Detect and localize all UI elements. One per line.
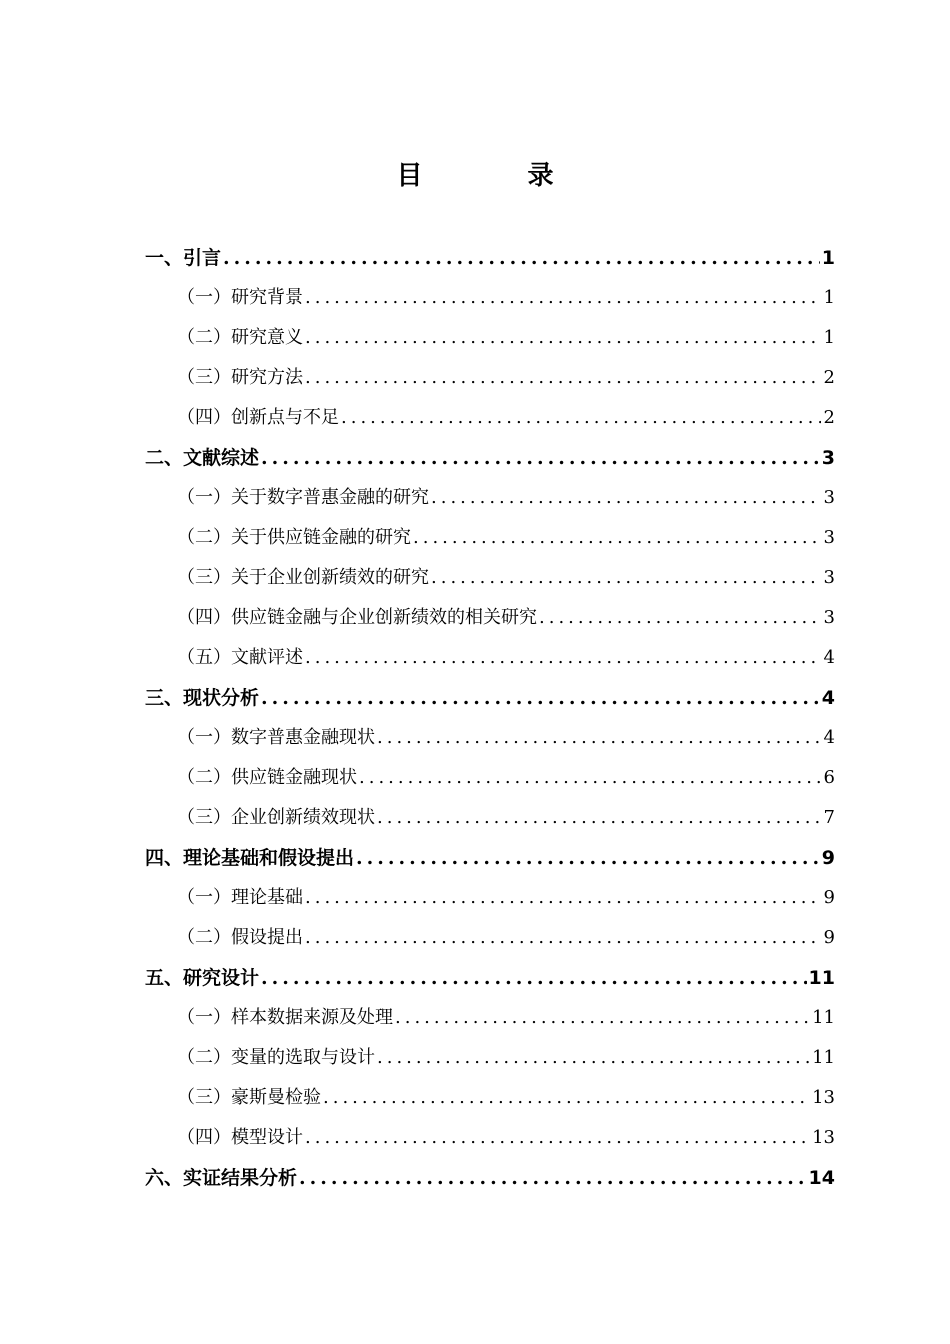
toc-chapter-entry[interactable] <box>145 838 835 878</box>
toc-section-entry[interactable] <box>145 1038 835 1078</box>
toc-entry-label: 一、引言 <box>145 247 222 269</box>
toc-entry-label: （一）样本数据来源及处理 <box>177 1007 393 1028</box>
toc-entry-label: （五）文献评述 <box>177 647 303 668</box>
toc-entry-label: （三）研究方法 <box>177 367 303 388</box>
toc-section-entry[interactable] <box>145 878 835 918</box>
toc-entry-label: （三）关于企业创新绩效的研究 <box>177 567 429 588</box>
toc-dot-leader <box>305 638 821 678</box>
toc-chapter-entry[interactable] <box>145 438 835 478</box>
toc-section-entry[interactable] <box>145 798 835 838</box>
toc-entry-label: （二）假设提出 <box>177 927 303 948</box>
toc-dot-leader <box>261 958 807 998</box>
toc-dot-leader <box>261 678 820 718</box>
toc-entry-label: （四）供应链金融与企业创新绩效的相关研究 <box>177 607 537 628</box>
toc-entry-label: 三、现状分析 <box>145 687 260 709</box>
toc-section-entry[interactable] <box>145 918 835 958</box>
toc-dot-leader <box>305 358 821 398</box>
toc-page-number: 3 <box>823 487 835 508</box>
toc-entry-label: （三）企业创新绩效现状 <box>177 807 375 828</box>
toc-dot-leader <box>359 758 821 798</box>
toc-dot-leader <box>323 1078 810 1118</box>
toc-entry-label: （四）创新点与不足 <box>177 407 339 428</box>
toc-entry-label: （二）研究意义 <box>177 327 303 348</box>
toc-page-number: 1 <box>823 327 835 348</box>
toc-dot-leader <box>377 798 821 838</box>
toc-entry-label: （二）关于供应链金融的研究 <box>177 527 411 548</box>
toc-page-number: 11 <box>812 1047 835 1068</box>
toc-entry-label: 二、文献综述 <box>145 447 260 469</box>
toc-chapter-entry[interactable] <box>145 238 835 278</box>
toc-entry-label: （四）模型设计 <box>177 1127 303 1148</box>
toc-page-number: 11 <box>812 1007 835 1028</box>
toc-page-number: 3 <box>823 567 835 588</box>
toc-dot-leader <box>223 238 820 278</box>
toc-entry-label: 五、研究设计 <box>145 967 260 989</box>
toc-page-number: 7 <box>823 807 835 828</box>
toc-dot-leader <box>305 318 821 358</box>
toc-page-number: 4 <box>823 727 835 748</box>
toc-page-number: 11 <box>808 967 835 989</box>
toc-section-entry[interactable] <box>145 998 835 1038</box>
toc-section-entry[interactable] <box>145 558 835 598</box>
toc-section-entry[interactable] <box>145 758 835 798</box>
toc-chapter-entry[interactable] <box>145 1158 835 1198</box>
toc-section-entry[interactable] <box>145 278 835 318</box>
toc-section-entry[interactable] <box>145 718 835 758</box>
toc-dot-leader <box>299 1158 807 1198</box>
toc-dot-leader <box>261 438 820 478</box>
page-title: 目 录 <box>396 161 602 191</box>
toc-page-number: 9 <box>823 887 835 908</box>
toc-page-number: 2 <box>823 367 835 388</box>
toc-page-number: 3 <box>823 607 835 628</box>
toc-dot-leader <box>377 718 821 758</box>
toc-page-number: 13 <box>812 1127 835 1148</box>
toc-dot-leader <box>305 278 821 318</box>
toc-entry-label: （三）豪斯曼检验 <box>177 1087 321 1108</box>
toc-section-entry[interactable] <box>145 1118 835 1158</box>
toc-dot-leader <box>341 398 821 438</box>
toc-entry-label: 四、理论基础和假设提出 <box>145 847 355 869</box>
toc-section-entry[interactable] <box>145 398 835 438</box>
toc-dot-leader <box>431 558 821 598</box>
toc-section-entry[interactable] <box>145 358 835 398</box>
table-of-contents <box>145 238 835 1198</box>
toc-dot-leader <box>395 998 810 1038</box>
toc-page-number: 4 <box>823 647 835 668</box>
toc-page-number: 3 <box>823 527 835 548</box>
toc-dot-leader <box>305 918 821 958</box>
toc-page-number: 3 <box>821 447 835 469</box>
toc-entry-label: 六、实证结果分析 <box>145 1167 298 1189</box>
toc-dot-leader <box>413 518 821 558</box>
toc-section-entry[interactable] <box>145 318 835 358</box>
toc-section-entry[interactable] <box>145 598 835 638</box>
toc-page-number: 4 <box>821 687 835 709</box>
toc-page-number: 6 <box>823 767 835 788</box>
toc-entry-label: （一）研究背景 <box>177 287 303 308</box>
toc-page-number: 1 <box>823 287 835 308</box>
toc-entry-label: （一）理论基础 <box>177 887 303 908</box>
toc-dot-leader <box>377 1038 810 1078</box>
toc-section-entry[interactable] <box>145 478 835 518</box>
toc-section-entry[interactable] <box>145 638 835 678</box>
toc-dot-leader <box>431 478 821 518</box>
toc-dot-leader <box>356 838 820 878</box>
toc-entry-label: （二）变量的选取与设计 <box>177 1047 375 1068</box>
toc-page-number: 13 <box>812 1087 835 1108</box>
toc-entry-label: （二）供应链金融现状 <box>177 767 357 788</box>
toc-section-entry[interactable] <box>145 518 835 558</box>
toc-page-number: 1 <box>821 247 835 269</box>
toc-dot-leader <box>539 598 821 638</box>
toc-page-number: 9 <box>821 847 835 869</box>
toc-page-number: 2 <box>823 407 835 428</box>
toc-section-entry[interactable] <box>145 1078 835 1118</box>
toc-page-number: 14 <box>808 1167 835 1189</box>
toc-dot-leader <box>305 878 821 918</box>
toc-chapter-entry[interactable] <box>145 678 835 718</box>
toc-entry-label: （一）数字普惠金融现状 <box>177 727 375 748</box>
toc-page-number: 9 <box>823 927 835 948</box>
toc-entry-label: （一）关于数字普惠金融的研究 <box>177 487 429 508</box>
toc-chapter-entry[interactable] <box>145 958 835 998</box>
toc-dot-leader <box>305 1118 810 1158</box>
